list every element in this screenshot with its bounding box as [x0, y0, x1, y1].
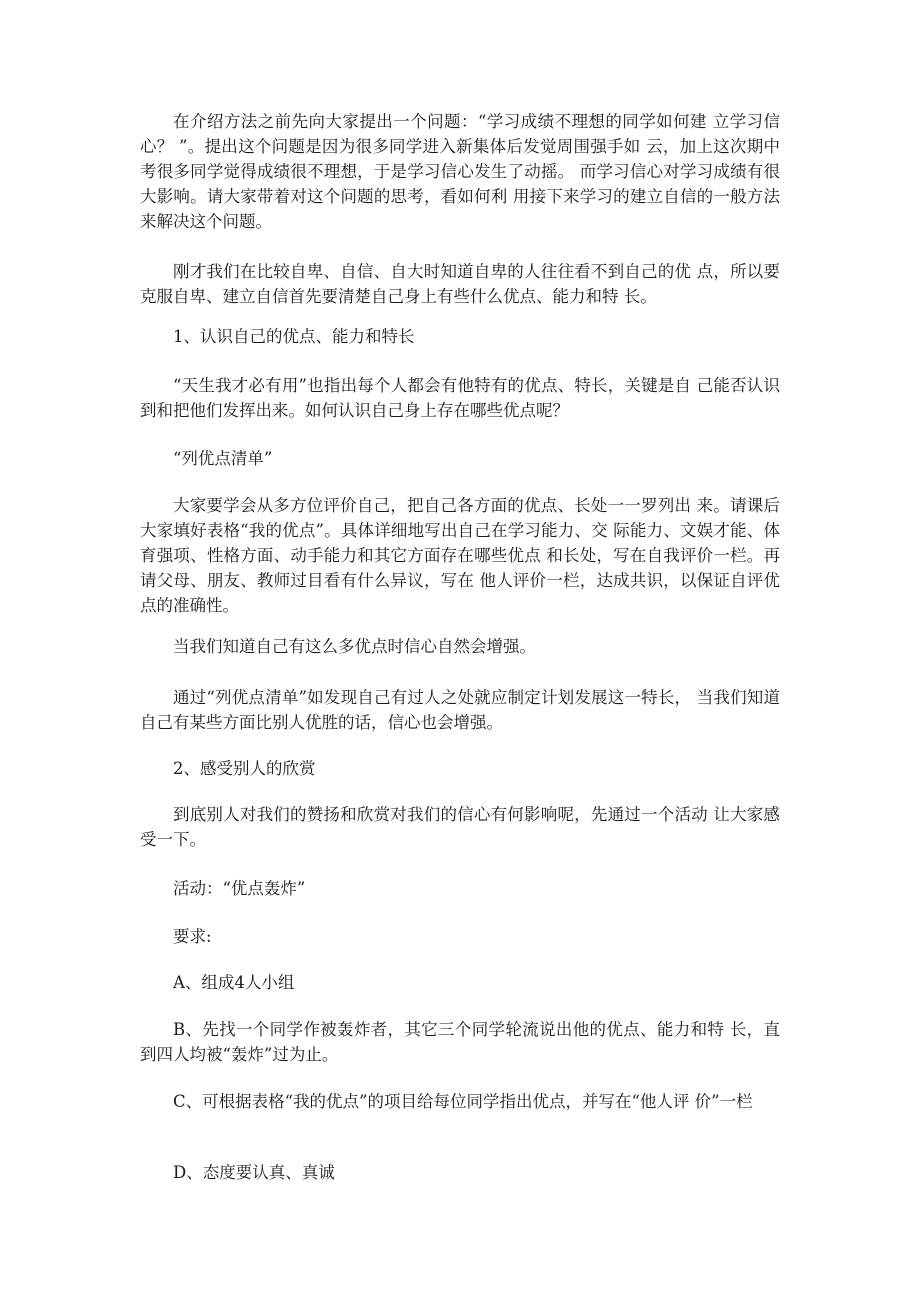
list-strengths-title: “列优点清单”: [173, 449, 273, 468]
evaluation-paragraph: 大家要学会从多方位评价自己，把自己各方面的优点、长处一一罗列出 来。请课后大家填好表格“我的优点”。具体详细地写出自己在学习能力、交 际能力、文娱才能、体育强项、性格方面、动手能力和其它方面存在哪些优点 和长处，写在自我评价一栏。再请父母、朋友、教师过目看有什么异议，写在 他人评价一栏，达成共识，以保证自评优点的准确性。: [140, 496, 780, 615]
requirement-b: B、先找一个同学作被轰炸者，其它三个同学轮流说出他的优点、能力和特 长，直到四人均被“轰炸”过为止。: [140, 1020, 780, 1064]
section-heading-1: 1、认识自己的优点、能力和特长: [173, 327, 415, 346]
self-confidence-paragraph: 刚才我们在比较自卑、自信、自大时知道自卑的人往往看不到自己的优 点，所以要克服自卑、建立自信首先要清楚自己身上有些什么优点、能力和特 长。: [140, 262, 780, 306]
requirements-label: 要求:: [173, 927, 212, 946]
requirement-c: C、可根据表格“我的优点”的项目给每位同学指出优点，并写在“他人评 价”一栏: [173, 1092, 753, 1111]
section-heading-2: 2、感受别人的欣赏: [173, 759, 316, 778]
develop-talent-paragraph: 通过“列优点清单”如发现自己有过人之处就应制定计划发展这一特长， 当我们知道自己有某些方面比别人优胜的话，信心也会增强。: [140, 688, 780, 732]
talent-paragraph: “天生我才必有用”也指出每个人都会有他特有的优点、特长，关键是自 己能否认识到和把他们发挥出来。如何认识自己身上存在哪些优点呢？: [140, 376, 780, 420]
intro-paragraph: 在介绍方法之前先向大家提出一个问题：“学习成绩不理想的同学如何建 立学习信心？ ”。提出这个问题是因为很多同学进入新集体后发觉周围强手如 云，加上这次期中考很多同学觉得成绩很不理想，于是学习信心发生了动摇。 而学习信心对学习成绩有很大影响。请大家带着对这个问题的思考，看如何利 用接下来学习的建立自信的一般方法来解决这个问题。: [140, 112, 780, 231]
requirement-d: D、态度要认真、真诚: [173, 1163, 335, 1182]
confidence-statement: 当我们知道自己有这么多优点时信心自然会增强。: [173, 637, 536, 656]
activity-title: 活动：“优点轰炸”: [173, 879, 306, 898]
requirement-a: A、组成4人小组: [173, 973, 295, 992]
appreciation-paragraph: 到底别人对我们的赞扬和欣赏对我们的信心有何影响呢，先通过一个活动 让大家感受一下。: [140, 805, 780, 849]
